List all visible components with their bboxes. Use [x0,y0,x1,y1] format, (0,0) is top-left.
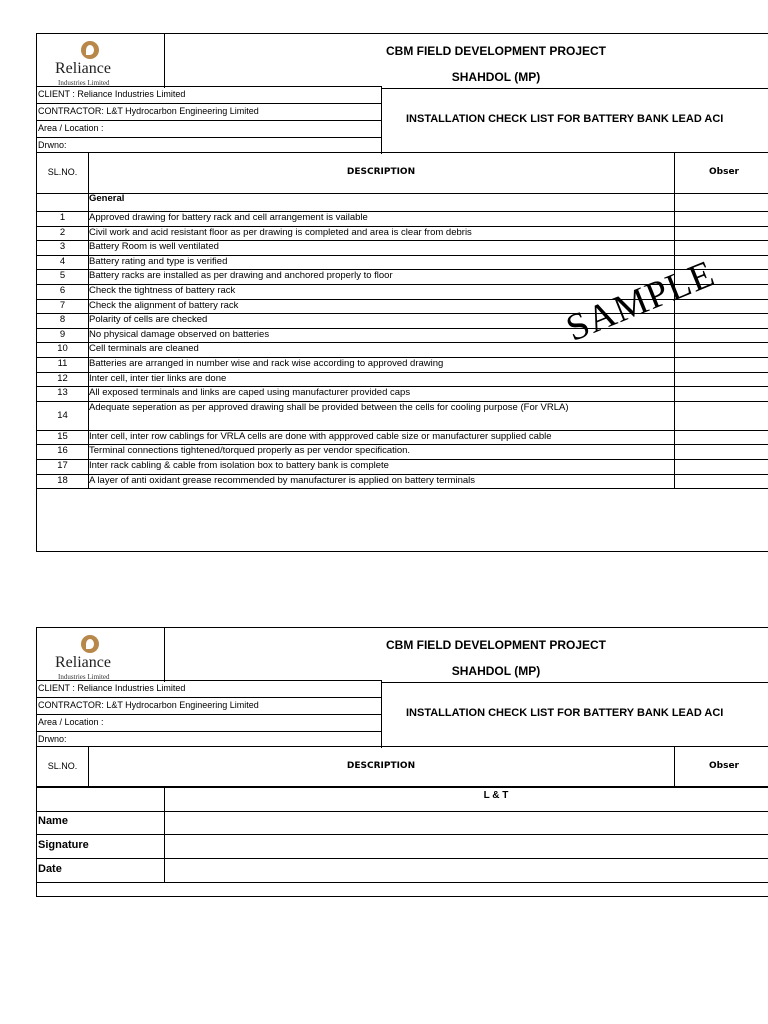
table-row [37,474,768,490]
checklist-title-text: INSTALLATION CHECK LIST FOR BATTERY BANK LEAD ACI [406,113,724,125]
col-description: DESCRIPTION [88,153,675,193]
row-number: 9 [37,328,89,343]
table-row [37,430,768,446]
signoff-signature-label: Signature [37,834,165,858]
row-description: A layer of anti oxidant grease recommended by manufacturer is applied on battery terminals [89,474,675,489]
contractor-field: CONTRACTOR: L&T Hydrocarbon Engineering Limited [37,103,382,120]
row-description: Check the tightness of battery rack [89,284,675,299]
signoff-name-label: Name [37,810,165,834]
reliance-logo-icon [81,41,99,59]
row-number: 6 [37,284,89,299]
row-number: 13 [37,386,89,401]
col-slno: SL.NO. [37,153,89,193]
project-location: SHAHDOL (MP) [451,664,541,678]
row-number: 2 [37,226,89,241]
row-number: 14 [37,401,89,430]
sample-watermark: SAMPLE [560,252,721,350]
row-number: 7 [37,299,89,314]
row-description: Battery racks are installed as per drawing and anchored properly to floor [89,269,675,284]
signoff-signature-row [37,834,768,859]
row-description: Civil work and acid resistant floor as per drawing is completed and area is clear from debris [89,226,675,241]
table-row [37,240,768,256]
area-location-field: Area / Location : [37,120,382,137]
project-title: CBM FIELD DEVELOPMENT PROJECT [385,638,606,652]
row-number: 5 [37,269,89,284]
table-row [37,459,768,475]
col-slno: SL.NO. [37,747,89,787]
row-number: 11 [37,357,89,372]
checklist-title-text: INSTALLATION CHECK LIST FOR BATTERY BANK LEAD ACI [406,707,724,719]
table-row [37,342,768,358]
reliance-logo-icon [81,635,99,653]
logo-word: Reliance [55,60,111,77]
col-observation: Obser [709,167,739,177]
col-observation: Obser [709,761,739,771]
drawing-number-field: Drwno: [37,137,382,154]
row-description: Terminal connections tightened/torqued properly as per vendor specification. [89,444,675,459]
row-description: Adequate seperation as per approved drawing shall be provided between the cells for cooling purpose (For VRLA) [89,401,675,430]
row-number: 4 [37,255,89,270]
logo-word: Reliance [55,654,111,671]
row-number: 18 [37,474,89,489]
row-number: 15 [37,430,89,445]
section-row [37,192,768,212]
logo-subtitle: Industries Limited [58,673,110,681]
row-number: 16 [37,444,89,459]
signoff-sheet [36,627,768,897]
signoff-name-row [37,810,768,835]
row-number: 3 [37,240,89,255]
row-description: Inter cell, inter tier links are done [89,372,675,387]
row-number: 12 [37,372,89,387]
row-description: Inter rack cabling & cable from isolation box to battery bank is complete [89,459,675,474]
table-row [37,357,768,373]
table-row [37,386,768,402]
table-row [37,255,768,271]
row-description: Battery Room is well ventilated [89,240,675,255]
drawing-number-field: Drwno: [37,731,382,748]
row-number: 1 [37,211,89,226]
signoff-date-label: Date [37,858,165,882]
logo-subtitle: Industries Limited [58,79,110,87]
row-description: Cell terminals are cleaned [89,342,675,357]
table-row [37,372,768,388]
column-header [37,746,768,788]
checklist-title [382,88,768,153]
row-number: 17 [37,459,89,474]
row-description: Polarity of cells are checked [89,313,675,328]
table-row [37,401,768,431]
client-field: CLIENT : Reliance Industries Limited [37,680,382,697]
project-location: SHAHDOL (MP) [451,70,541,84]
col-description: DESCRIPTION [88,747,675,787]
row-description: No physical damage observed on batteries [89,328,675,343]
table-row [37,444,768,460]
reliance-logo [37,34,165,88]
project-title: CBM FIELD DEVELOPMENT PROJECT [385,44,606,58]
section-general: General [89,192,675,211]
signoff-party-row [37,786,768,812]
contractor-field: CONTRACTOR: L&T Hydrocarbon Engineering Limited [37,697,382,714]
client-field: CLIENT : Reliance Industries Limited [37,86,382,103]
row-description: Inter cell, inter row cablings for VRLA cells are done with appproved cable size or manufacturer supplied cable [89,430,675,445]
row-number: 10 [37,342,89,357]
signoff-party: L & T [483,790,509,801]
area-location-field: Area / Location : [37,714,382,731]
table-row [37,226,768,242]
row-description: Approved drawing for battery rack and cell arrangement is vailable [89,211,675,226]
row-description: All exposed terminals and links are caped using manufacturer provided caps [89,386,675,401]
table-row [37,328,768,344]
row-number: 8 [37,313,89,328]
project-header [164,34,768,88]
row-description: Battery rating and type is verified [89,255,675,270]
row-description: Check the alignment of battery rack [89,299,675,314]
row-description: Batteries are arranged in number wise and rack wise according to approved drawing [89,357,675,372]
signoff-date-row [37,858,768,883]
project-header [164,628,768,682]
reliance-logo [37,628,165,682]
checklist-title [382,682,768,747]
table-row [37,211,768,227]
column-header [37,152,768,194]
